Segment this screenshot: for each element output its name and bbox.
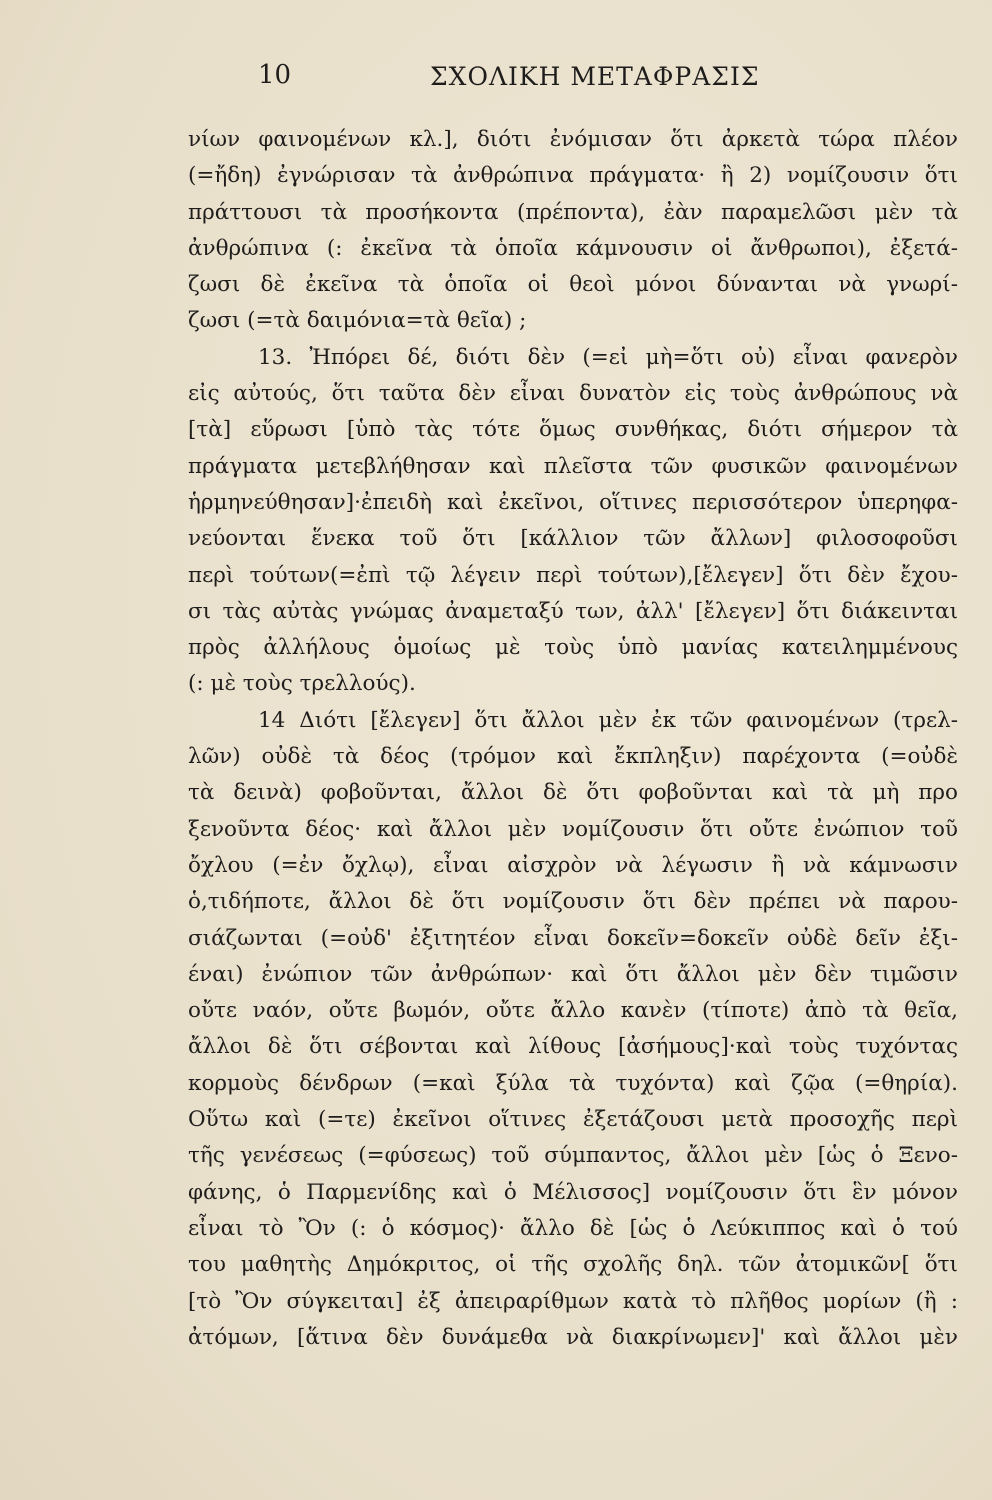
paragraph-14-start: 14 Διότι [ἔλεγεν] ὅτι ἄλλοι μὲν ἐκ τῶν φαινομένων (τρελ- — [258, 707, 958, 733]
body-text — [188, 122, 958, 1356]
text-line: φάνης, ὁ Παρμενίδης καὶ ὁ Μέλισσος] νομίζουσιν ὅτι ἓν μόνον — [188, 1179, 958, 1205]
text-line: περὶ τούτων(=ἐπὶ τῷ λέγειν περὶ τούτων),[ἔλεγεν] ὅτι δὲν ἔχου- — [188, 562, 958, 588]
text-line: τὰ δεινὰ) φοβοῦνται, ἄλλοι δὲ ὅτι φοβοῦνται καὶ τὰ μὴ προ — [188, 780, 958, 806]
text-line: ἀνθρώπινα (: ἐκεῖνα τὰ ὁποῖα κάμνουσιν οἱ ἄνθρωποι), ἐξετά- — [188, 235, 958, 261]
text-line: ὄχλου (=ἐν ὄχλῳ), εἶναι αἰσχρὸν νὰ λέγωσιν ἢ νὰ κάμνωσιν — [188, 852, 958, 878]
text-line: εἶναι τὸ Ὂν (: ὁ κόσμος)· ἄλλο δὲ [ὡς ὁ Λεύκιππος καὶ ὁ τού — [188, 1215, 958, 1241]
text-line: Οὕτω καὶ (=τε) ἐκεῖνοι οἵτινες ἐξετάζουσι μετὰ προσοχῆς περὶ — [188, 1107, 958, 1133]
text-line: [τὸ Ὂν σύγκειται] ἐξ ἀπειραρίθμων κατὰ τὸ πλῆθος μορίων (ἢ : — [188, 1288, 958, 1314]
text-line: ξενοῦντα δέος· καὶ ἄλλοι μὲν νομίζουσιν ὅτι οὔτε ἐνώπιον τοῦ — [188, 816, 958, 842]
text-line: νεύονται ἕνεκα τοῦ ὅτι [κάλλιον τῶν ἄλλων] φιλοσοφοῦσι — [188, 526, 958, 552]
running-title: ΣΧΟΛΙΚΗ ΜΕΤΑΦΡΑΣΙΣ — [430, 62, 760, 91]
text-line: ἀτόμων, [ἅτινα δὲν δυνάμεθα νὰ διακρίνωμεν]' καὶ ἄλλοι μὲν — [188, 1324, 958, 1350]
text-line: ἄλλοι δὲ ὅτι σέβονται καὶ λίθους [ἀσήμους]·καὶ τοὺς τυχόντας — [188, 1034, 958, 1060]
text-line: πρὸς ἀλλήλους ὁμοίως μὲ τοὺς ὑπὸ μανίας κατειλημμένους — [188, 635, 958, 661]
paragraph-13-start: 13. Ἠπόρει δέ, διότι δὲν (=εἰ μὴ=ὅτι οὐ) εἶναι φανερὸν — [258, 344, 958, 370]
text-line: του μαθητὴς Δημόκριτος, οἱ τῆς σχολῆς δηλ. τῶν ἀτομικῶν[ ὅτι — [188, 1252, 958, 1278]
text-line: πράγματα μετεβλήθησαν καὶ πλεῖστα τῶν φυσικῶν φαινομένων — [188, 453, 958, 479]
text-line: ζωσι (=τὰ δαιμόνια=τὰ θεῖα) ; — [188, 308, 527, 334]
text-line: [τὰ] εὕρωσι [ὑπὸ τὰς τότε ὅμως συνθήκας, διότι σήμερον τὰ — [188, 417, 958, 443]
text-line: εἰς αὐτούς, ὅτι ταῦτα δὲν εἶναι δυνατὸν εἰς τοὺς ἀνθρώπους νὰ — [188, 381, 958, 407]
text-line: τῆς γενέσεως (=φύσεως) τοῦ σύμπαντος, ἄλλοι μὲν [ὡς ὁ Ξενο- — [188, 1143, 958, 1169]
text-line: νίων φαινομένων κλ.], διότι ἐνόμισαν ὅτι ἀρκετὰ τώρα πλέον — [188, 127, 958, 152]
text-line: έναι) ἐνώπιον τῶν ἀνθρώπων· καὶ ὅτι ἄλλοι μὲν δὲν τιμῶσιν — [188, 961, 958, 987]
text-line: οὔτε ναόν, οὔτε βωμόν, οὔτε ἄλλο κανὲν (τίποτε) ἀπὸ τὰ θεῖα, — [188, 998, 958, 1024]
text-line: ζωσι δὲ ἐκεῖνα τὰ ὁποῖα οἱ θεοὶ μόνοι δύνανται νὰ γνωρί- — [188, 272, 958, 298]
text-line: πράττουσι τὰ προσήκοντα (πρέποντα), ἐὰν παραμελῶσι μὲν τὰ — [188, 199, 958, 225]
text-line: ὁ,τιδήποτε, ἄλλοι δὲ ὅτι νομίζουσιν ὅτι δὲν πρέπει νὰ παρου- — [188, 889, 958, 915]
page-number: 10 — [258, 60, 292, 90]
text-line: κορμοὺς δένδρων (=καὶ ξύλα τὰ τυχόντα) καὶ ζῷα (=θηρία). — [188, 1070, 958, 1096]
text-line: λῶν) οὐδὲ τὰ δέος (τρόμον καὶ ἔκπληξιν) παρέχοντα (=οὐδὲ — [188, 744, 958, 770]
text-line: (=ἤδη) ἐγνώρισαν τὰ ἀνθρώπινα πράγματα· ἢ 2) νομίζουσιν ὅτι — [188, 163, 958, 189]
text-line: σι τὰς αὐτὰς γνώμας ἀναμεταξύ των, ἀλλ' [ἔλεγεν] ὅτι διάκεινται — [188, 598, 958, 624]
text-line: (: μὲ τοὺς τρελλούς). — [188, 671, 416, 697]
text-line: ἡρμηνεύθησαν]·ἐπειδὴ καὶ ἐκεῖνοι, οἵτινες περισσότερον ὑπερηφα- — [188, 489, 958, 515]
text-line: σιάζωνται (=οὐδ' ἐξιτητέον εἶναι δοκεῖν=δοκεῖν οὐδὲ δεῖν ἐξι- — [188, 925, 958, 951]
